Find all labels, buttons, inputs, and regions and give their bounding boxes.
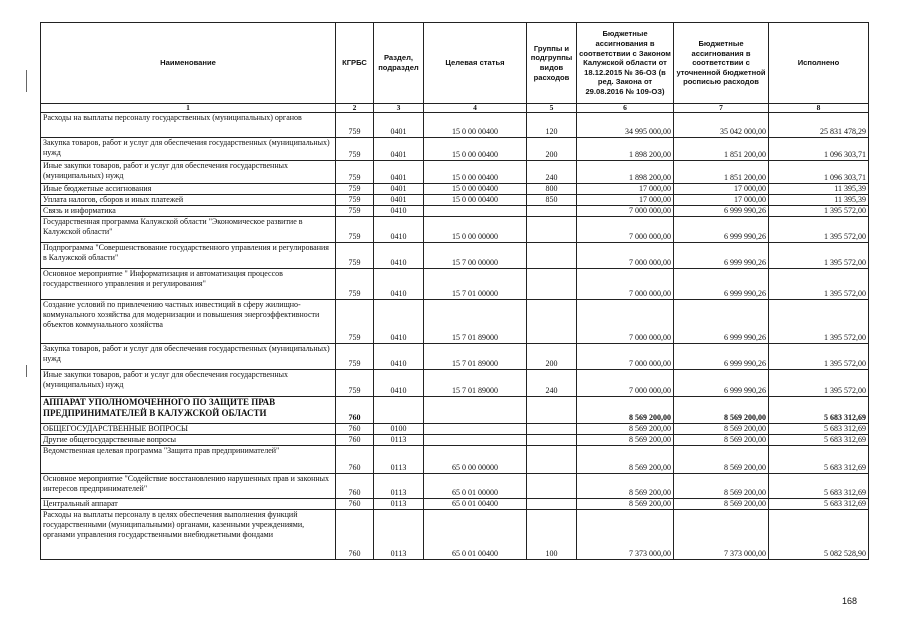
row-name: Ведомственная целевая программа "Защита прав предпринимателей" (41, 446, 336, 474)
row-kgrbs: 760 (336, 446, 374, 474)
row-target-article: 15 7 01 89000 (424, 344, 527, 370)
row-executed: 5 683 312,69 (769, 499, 869, 510)
row-kgrbs: 759 (336, 344, 374, 370)
row-budget-refined: 6 999 990,26 (674, 344, 769, 370)
row-budget-law: 1 898 200,00 (577, 138, 674, 161)
row-executed: 1 395 572,00 (769, 344, 869, 370)
header-executed: Исполнено (769, 23, 869, 104)
header-expense-type: Группы и подгруппы видов расходов (527, 23, 577, 104)
row-kgrbs: 760 (336, 499, 374, 510)
row-executed: 5 683 312,69 (769, 397, 869, 424)
row-kgrbs: 759 (336, 217, 374, 243)
row-name: Расходы на выплаты персоналу государственных (муниципальных) органов (41, 113, 336, 138)
table-row (41, 424, 869, 435)
page-number: 168 (842, 596, 858, 606)
table-body (41, 113, 869, 560)
row-budget-refined: 8 569 200,00 (674, 474, 769, 499)
row-budget-refined: 1 851 200,00 (674, 161, 769, 184)
row-section: 0410 (374, 300, 424, 344)
row-target-article: 15 7 01 89000 (424, 300, 527, 344)
row-expense-type: 240 (527, 161, 577, 184)
row-executed: 25 831 478,29 (769, 113, 869, 138)
row-expense-type: 120 (527, 113, 577, 138)
header-budget-law: Бюджетные ассигнования в соответствии с Законом Калужской области от 18.12.2015 № 36-ОЗ (в ред. Закона от 29.08.2016 № 109-ОЗ) (577, 23, 674, 104)
row-expense-type: 200 (527, 344, 577, 370)
row-budget-law: 8 569 200,00 (577, 435, 674, 446)
row-name: Подпрограмма "Совершенствование государственного управления и регулирования в Калужской области" (41, 243, 336, 269)
row-budget-law: 7 000 000,00 (577, 300, 674, 344)
row-kgrbs: 760 (336, 424, 374, 435)
column-number: 4 (424, 104, 527, 113)
row-target-article: 65 0 01 00400 (424, 510, 527, 560)
column-number-row (41, 104, 869, 113)
row-expense-type (527, 269, 577, 300)
header-section: Раздел, подраздел (374, 23, 424, 104)
row-target-article: 15 7 01 89000 (424, 370, 527, 397)
row-expense-type (527, 217, 577, 243)
row-budget-law: 34 995 000,00 (577, 113, 674, 138)
row-kgrbs: 759 (336, 269, 374, 300)
row-expense-type: 100 (527, 510, 577, 560)
row-expense-type (527, 435, 577, 446)
row-section: 0410 (374, 243, 424, 269)
row-kgrbs: 760 (336, 397, 374, 424)
row-budget-refined: 6 999 990,26 (674, 206, 769, 217)
row-section: 0401 (374, 184, 424, 195)
row-expense-type (527, 300, 577, 344)
column-number: 8 (769, 104, 869, 113)
row-budget-refined: 8 569 200,00 (674, 446, 769, 474)
row-executed: 1 395 572,00 (769, 206, 869, 217)
row-section: 0113 (374, 499, 424, 510)
row-budget-refined: 1 851 200,00 (674, 138, 769, 161)
row-budget-refined: 35 042 000,00 (674, 113, 769, 138)
row-executed: 5 683 312,69 (769, 446, 869, 474)
table-row (41, 370, 869, 397)
row-section: 0410 (374, 217, 424, 243)
row-kgrbs: 759 (336, 300, 374, 344)
table-row (41, 510, 869, 560)
table-row (41, 474, 869, 499)
row-executed: 5 683 312,69 (769, 424, 869, 435)
column-number: 2 (336, 104, 374, 113)
row-section: 0401 (374, 113, 424, 138)
row-budget-law: 8 569 200,00 (577, 397, 674, 424)
row-kgrbs: 759 (336, 113, 374, 138)
row-kgrbs: 759 (336, 161, 374, 184)
row-name: Закупка товаров, работ и услуг для обеспечения государственных (муниципальных) нужд (41, 344, 336, 370)
row-budget-law: 7 000 000,00 (577, 243, 674, 269)
row-section: 0113 (374, 446, 424, 474)
row-target-article: 15 0 00 00400 (424, 113, 527, 138)
table-row (41, 217, 869, 243)
header-row (41, 23, 869, 104)
row-expense-type: 240 (527, 370, 577, 397)
column-number: 5 (527, 104, 577, 113)
row-executed: 11 395,39 (769, 184, 869, 195)
row-budget-refined: 6 999 990,26 (674, 300, 769, 344)
header-target-article: Целевая статья (424, 23, 527, 104)
column-number: 3 (374, 104, 424, 113)
row-target-article: 65 0 00 00000 (424, 446, 527, 474)
row-budget-refined: 8 569 200,00 (674, 397, 769, 424)
row-expense-type (527, 243, 577, 269)
row-target-article: 15 0 00 00400 (424, 195, 527, 206)
row-budget-law: 7 000 000,00 (577, 206, 674, 217)
header-budget-refined: Бюджетные ассигнования в соответствии с уточненной бюджетной росписью расходов (674, 23, 769, 104)
row-name: Центральный аппарат (41, 499, 336, 510)
table-row (41, 397, 869, 424)
row-executed: 5 082 528,90 (769, 510, 869, 560)
row-name: Связь и информатика (41, 206, 336, 217)
row-expense-type (527, 499, 577, 510)
row-budget-law: 7 000 000,00 (577, 344, 674, 370)
row-name: Государственная программа Калужской области "Экономическое развитие в Калужской области" (41, 217, 336, 243)
table-row (41, 113, 869, 138)
row-budget-law: 7 000 000,00 (577, 269, 674, 300)
row-budget-refined: 8 569 200,00 (674, 499, 769, 510)
row-executed: 1 395 572,00 (769, 217, 869, 243)
binding-mark (26, 365, 27, 377)
budget-table (40, 22, 869, 560)
row-kgrbs: 759 (336, 195, 374, 206)
row-budget-refined: 8 569 200,00 (674, 424, 769, 435)
row-budget-law: 8 569 200,00 (577, 446, 674, 474)
row-section: 0100 (374, 424, 424, 435)
row-budget-law: 1 898 200,00 (577, 161, 674, 184)
row-name: Другие общегосударственные вопросы (41, 435, 336, 446)
row-kgrbs: 759 (336, 370, 374, 397)
row-kgrbs: 759 (336, 206, 374, 217)
row-name: Иные закупки товаров, работ и услуг для обеспечения государственных (муниципальных) нужд (41, 370, 336, 397)
column-number: 1 (41, 104, 336, 113)
header-kgrbs: КГРБС (336, 23, 374, 104)
row-budget-law: 8 569 200,00 (577, 424, 674, 435)
table-row (41, 446, 869, 474)
row-section: 0113 (374, 474, 424, 499)
header-name: Наименование (41, 23, 336, 104)
row-target-article: 15 0 00 00400 (424, 161, 527, 184)
row-name: Создание условий по привлечению частных инвестиций в сферу жилищно-коммунального хозяйства для модернизации и повышения энергоэффективности объектов коммунального хозяйства (41, 300, 336, 344)
table-row (41, 435, 869, 446)
row-budget-refined: 6 999 990,26 (674, 243, 769, 269)
row-name: Уплата налогов, сборов и иных платежей (41, 195, 336, 206)
binding-mark (26, 70, 27, 92)
table-row (41, 195, 869, 206)
row-section (374, 397, 424, 424)
row-section: 0410 (374, 370, 424, 397)
row-target-article: 15 0 00 00400 (424, 184, 527, 195)
row-target-article: 65 0 01 00000 (424, 474, 527, 499)
row-target-article (424, 206, 527, 217)
row-kgrbs: 760 (336, 435, 374, 446)
column-number: 6 (577, 104, 674, 113)
row-name: ОБЩЕГОСУДАРСТВЕННЫЕ ВОПРОСЫ (41, 424, 336, 435)
row-name: Закупка товаров, работ и услуг для обеспечения государственных (муниципальных) нужд (41, 138, 336, 161)
row-budget-refined: 17 000,00 (674, 195, 769, 206)
table-row (41, 269, 869, 300)
row-budget-law: 7 000 000,00 (577, 370, 674, 397)
row-target-article (424, 424, 527, 435)
row-kgrbs: 759 (336, 184, 374, 195)
row-executed: 1 096 303,71 (769, 138, 869, 161)
row-executed: 1 395 572,00 (769, 370, 869, 397)
row-budget-refined: 6 999 990,26 (674, 217, 769, 243)
table-row (41, 300, 869, 344)
row-executed: 5 683 312,69 (769, 474, 869, 499)
row-section: 0410 (374, 344, 424, 370)
row-name: Иные закупки товаров, работ и услуг для обеспечения государственных (муниципальных) нужд (41, 161, 336, 184)
row-kgrbs: 760 (336, 474, 374, 499)
row-expense-type (527, 446, 577, 474)
row-target-article: 65 0 01 00400 (424, 499, 527, 510)
row-budget-law: 17 000,00 (577, 184, 674, 195)
row-section: 0401 (374, 195, 424, 206)
column-number: 7 (674, 104, 769, 113)
row-budget-refined: 6 999 990,26 (674, 269, 769, 300)
row-budget-refined: 8 569 200,00 (674, 435, 769, 446)
row-budget-refined: 6 999 990,26 (674, 370, 769, 397)
row-budget-law: 8 569 200,00 (577, 499, 674, 510)
row-section: 0401 (374, 161, 424, 184)
table-row (41, 184, 869, 195)
row-budget-refined: 17 000,00 (674, 184, 769, 195)
row-target-article (424, 435, 527, 446)
row-budget-law: 7 000 000,00 (577, 217, 674, 243)
row-expense-type (527, 474, 577, 499)
row-section: 0113 (374, 435, 424, 446)
table-row (41, 206, 869, 217)
row-section: 0410 (374, 269, 424, 300)
row-executed: 5 683 312,69 (769, 435, 869, 446)
row-name: Расходы на выплаты персоналу в целях обеспечения выполнения функций государственными (муниципальными) органами, казенными учреждениями, органами управления государственными внебюджетными фондами (41, 510, 336, 560)
row-executed: 1 395 572,00 (769, 300, 869, 344)
row-section: 0401 (374, 138, 424, 161)
row-target-article: 15 0 00 00400 (424, 138, 527, 161)
row-target-article: 15 7 01 00000 (424, 269, 527, 300)
row-budget-refined: 7 373 000,00 (674, 510, 769, 560)
row-kgrbs: 759 (336, 243, 374, 269)
row-executed: 1 395 572,00 (769, 243, 869, 269)
row-section: 0113 (374, 510, 424, 560)
row-name: Иные бюджетные ассигнования (41, 184, 336, 195)
row-expense-type (527, 397, 577, 424)
table-row (41, 138, 869, 161)
row-name: АППАРАТ УПОЛНОМОЧЕННОГО ПО ЗАЩИТЕ ПРАВ ПРЕДПРИНИМАТЕЛЕЙ В КАЛУЖСКОЙ ОБЛАСТИ (41, 397, 336, 424)
row-executed: 11 395,39 (769, 195, 869, 206)
row-expense-type: 200 (527, 138, 577, 161)
table-row (41, 161, 869, 184)
table-row (41, 243, 869, 269)
row-budget-law: 17 000,00 (577, 195, 674, 206)
row-budget-law: 7 373 000,00 (577, 510, 674, 560)
row-name: Основное мероприятие "Содействие восстановлению нарушенных прав и законных интересов предпринимателей" (41, 474, 336, 499)
table-row (41, 344, 869, 370)
row-expense-type: 800 (527, 184, 577, 195)
row-budget-law: 8 569 200,00 (577, 474, 674, 499)
row-name: Основное мероприятие " Информатизация и автоматизация процессов государственного управления и регулирования" (41, 269, 336, 300)
row-executed: 1 395 572,00 (769, 269, 869, 300)
row-expense-type: 850 (527, 195, 577, 206)
row-executed: 1 096 303,71 (769, 161, 869, 184)
row-section: 0410 (374, 206, 424, 217)
row-kgrbs: 759 (336, 138, 374, 161)
row-expense-type (527, 424, 577, 435)
row-target-article: 15 0 00 00000 (424, 217, 527, 243)
row-kgrbs: 760 (336, 510, 374, 560)
row-target-article: 15 7 00 00000 (424, 243, 527, 269)
table-row (41, 499, 869, 510)
row-target-article (424, 397, 527, 424)
row-expense-type (527, 206, 577, 217)
